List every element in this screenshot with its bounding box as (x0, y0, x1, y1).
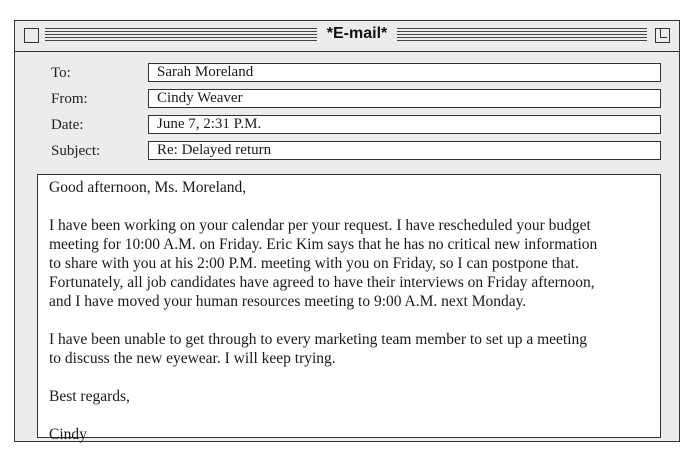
signature: Cindy (49, 426, 87, 443)
paragraph-1-line: and I have moved your human resources meeting to 9:00 A.M. next Monday. (49, 293, 527, 310)
closing: Best regards, (49, 388, 130, 405)
greeting: Good afternoon, Ms. Moreland, (49, 179, 247, 196)
paragraph-2-line: I have been unable to get through to every marketing team member to set up a meeting (49, 331, 588, 348)
to-field[interactable]: Sarah Moreland (148, 63, 661, 82)
zoom-box-icon[interactable] (655, 28, 670, 43)
subject-label: Subject: (51, 143, 101, 159)
close-box-icon[interactable] (24, 28, 39, 43)
date-field[interactable]: June 7, 2:31 P.M. (148, 115, 661, 134)
window-title: *E-mail* (326, 25, 388, 42)
message-body[interactable] (37, 174, 661, 443)
paragraph-1-line: I have been working on your calendar per your request. I have rescheduled your budget (49, 217, 591, 234)
title-bar-stripes (45, 28, 317, 43)
email-window (14, 20, 680, 442)
paragraph-1-line: to share with you at his 2:00 P.M. meeting with you on Friday, so I can postpone that. (49, 255, 579, 272)
date-label: Date: (51, 117, 84, 133)
subject-field[interactable]: Re: Delayed return (148, 141, 661, 160)
from-label: From: (51, 91, 88, 107)
paragraph-1-line: meeting for 10:00 A.M. on Friday. Eric Kim says that he has no critical new information (49, 236, 598, 253)
title-bar[interactable] (15, 21, 679, 52)
to-label: To: (51, 65, 71, 81)
paragraph-1-line: Fortunately, all job candidates have agreed to have their interviews on Friday afternoon, (49, 274, 595, 291)
from-field[interactable]: Cindy Weaver (148, 89, 661, 108)
title-bar-stripes (397, 28, 647, 43)
paragraph-2-line: to discuss the new eyewear. I will keep trying. (49, 350, 336, 367)
